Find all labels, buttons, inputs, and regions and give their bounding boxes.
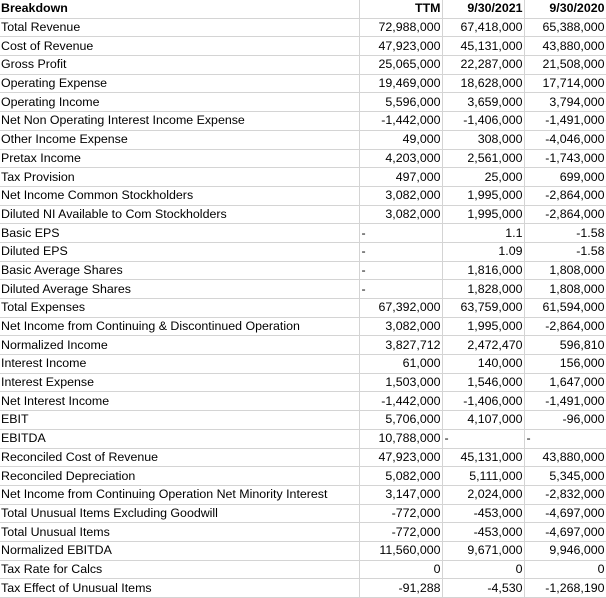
value-cell[interactable]: 67,418,000 xyxy=(442,18,524,37)
value-cell[interactable]: 49,000 xyxy=(359,130,442,149)
row-label-cell[interactable]: EBITDA xyxy=(0,429,359,448)
value-cell[interactable]: 65,388,000 xyxy=(524,18,606,37)
row-label-cell[interactable]: Pretax Income xyxy=(0,149,359,168)
table-row xyxy=(0,429,606,448)
row-label-cell[interactable]: Operating Expense xyxy=(0,74,359,93)
table-row xyxy=(0,18,606,37)
header-cell-2021[interactable]: 9/30/2021 xyxy=(442,0,524,18)
table-row xyxy=(0,37,606,56)
value-cell[interactable]: 308,000 xyxy=(442,130,524,149)
value-cell[interactable]: 11,560,000 xyxy=(359,541,442,560)
value-cell[interactable]: 9,671,000 xyxy=(442,541,524,560)
table-row xyxy=(0,224,606,243)
value-cell[interactable]: -4,046,000 xyxy=(524,130,606,149)
value-cell[interactable]: 45,131,000 xyxy=(442,37,524,56)
row-label-cell[interactable]: Total Unusual Items Excluding Goodwill xyxy=(0,504,359,523)
table-row xyxy=(0,74,606,93)
value-cell[interactable]: 47,923,000 xyxy=(359,448,442,467)
table-row xyxy=(0,504,606,523)
value-cell[interactable]: 1,503,000 xyxy=(359,373,442,392)
value-cell[interactable]: 3,147,000 xyxy=(359,485,442,504)
table-row xyxy=(0,373,606,392)
value-cell[interactable]: 1,995,000 xyxy=(442,205,524,224)
table-row xyxy=(0,560,606,579)
table-row xyxy=(0,130,606,149)
value-cell[interactable]: -4,697,000 xyxy=(524,504,606,523)
row-label-cell[interactable]: Net Income Common Stockholders xyxy=(0,186,359,205)
value-cell[interactable]: 19,469,000 xyxy=(359,74,442,93)
value-cell[interactable]: 596,810 xyxy=(524,336,606,355)
table-row xyxy=(0,242,606,261)
row-label-cell[interactable]: Interest Expense xyxy=(0,373,359,392)
value-cell[interactable]: 45,131,000 xyxy=(442,448,524,467)
value-cell[interactable]: 18,628,000 xyxy=(442,74,524,93)
value-cell[interactable]: 3,794,000 xyxy=(524,93,606,112)
value-cell[interactable]: -4,697,000 xyxy=(524,523,606,542)
value-cell[interactable]: 699,000 xyxy=(524,168,606,187)
value-cell[interactable]: 25,065,000 xyxy=(359,56,442,75)
value-cell[interactable]: -2,864,000 xyxy=(524,186,606,205)
value-cell[interactable]: 497,000 xyxy=(359,168,442,187)
row-label-cell[interactable]: Other Income Expense xyxy=(0,130,359,149)
row-label-cell[interactable]: Total Revenue xyxy=(0,18,359,37)
table-row xyxy=(0,411,606,430)
value-cell[interactable]: -1,491,000 xyxy=(524,112,606,131)
value-cell[interactable]: -1.58 xyxy=(524,242,606,261)
value-cell[interactable]: 22,287,000 xyxy=(442,56,524,75)
value-cell[interactable]: 1.1 xyxy=(442,224,524,243)
table-row xyxy=(0,112,606,131)
row-label-cell[interactable]: Tax Rate for Calcs xyxy=(0,560,359,579)
value-cell[interactable]: -772,000 xyxy=(359,523,442,542)
table-row xyxy=(0,56,606,75)
value-cell[interactable]: 1.09 xyxy=(442,242,524,261)
table-row xyxy=(0,541,606,560)
table-row xyxy=(0,317,606,336)
value-cell[interactable]: 5,596,000 xyxy=(359,93,442,112)
value-cell[interactable]: 1,808,000 xyxy=(524,261,606,280)
row-label-cell[interactable]: Tax Provision xyxy=(0,168,359,187)
value-cell[interactable]: 4,203,000 xyxy=(359,149,442,168)
table-row xyxy=(0,205,606,224)
row-label-cell[interactable]: Interest Income xyxy=(0,355,359,374)
row-label-cell[interactable]: Net Income from Continuing & Discontinued Operation xyxy=(0,317,359,336)
value-cell[interactable]: 5,345,000 xyxy=(524,467,606,486)
value-cell[interactable]: 140,000 xyxy=(442,355,524,374)
table-row xyxy=(0,168,606,187)
row-label-cell[interactable]: Normalized EBITDA xyxy=(0,541,359,560)
value-cell[interactable]: -1,442,000 xyxy=(359,112,442,131)
table-row xyxy=(0,485,606,504)
value-cell[interactable]: 1,995,000 xyxy=(442,186,524,205)
header-cell-ttm[interactable]: TTM xyxy=(359,0,442,18)
value-cell[interactable]: 0 xyxy=(524,560,606,579)
value-cell[interactable]: 3,082,000 xyxy=(359,186,442,205)
value-cell[interactable]: 72,988,000 xyxy=(359,18,442,37)
value-cell[interactable]: - xyxy=(359,242,442,261)
value-cell[interactable]: -91,288 xyxy=(359,579,442,598)
table-row xyxy=(0,448,606,467)
value-cell[interactable]: 17,714,000 xyxy=(524,74,606,93)
value-cell[interactable]: 25,000 xyxy=(442,168,524,187)
row-label-cell[interactable]: Basic EPS xyxy=(0,224,359,243)
value-cell[interactable]: 5,111,000 xyxy=(442,467,524,486)
value-cell[interactable]: 61,000 xyxy=(359,355,442,374)
value-cell[interactable]: 5,082,000 xyxy=(359,467,442,486)
value-cell[interactable]: -1,491,000 xyxy=(524,392,606,411)
row-label-cell[interactable]: Diluted EPS xyxy=(0,242,359,261)
table-row xyxy=(0,355,606,374)
value-cell[interactable]: -2,864,000 xyxy=(524,205,606,224)
value-cell[interactable]: 5,706,000 xyxy=(359,411,442,430)
value-cell[interactable]: 43,880,000 xyxy=(524,448,606,467)
value-cell[interactable]: -453,000 xyxy=(442,523,524,542)
row-label-cell[interactable]: Net Income from Continuing Operation Net Minority Interest xyxy=(0,485,359,504)
header-row xyxy=(0,0,606,18)
value-cell[interactable]: 4,107,000 xyxy=(442,411,524,430)
value-cell[interactable]: - xyxy=(442,429,524,448)
value-cell[interactable]: 3,827,712 xyxy=(359,336,442,355)
value-cell[interactable]: 3,659,000 xyxy=(442,93,524,112)
value-cell[interactable]: 2,024,000 xyxy=(442,485,524,504)
row-label-cell[interactable]: Cost of Revenue xyxy=(0,37,359,56)
value-cell[interactable]: -1,268,190 xyxy=(524,579,606,598)
value-cell[interactable]: -772,000 xyxy=(359,504,442,523)
value-cell[interactable]: 47,923,000 xyxy=(359,37,442,56)
value-cell[interactable]: 156,000 xyxy=(524,355,606,374)
value-cell[interactable]: -1,406,000 xyxy=(442,112,524,131)
value-cell[interactable]: - xyxy=(524,429,606,448)
table-row xyxy=(0,392,606,411)
table-row xyxy=(0,299,606,318)
value-cell[interactable]: -1,406,000 xyxy=(442,392,524,411)
row-label-cell[interactable]: Operating Income xyxy=(0,93,359,112)
value-cell[interactable]: 1,647,000 xyxy=(524,373,606,392)
value-cell[interactable]: -96,000 xyxy=(524,411,606,430)
value-cell[interactable]: 1,546,000 xyxy=(442,373,524,392)
value-cell[interactable]: 67,392,000 xyxy=(359,299,442,318)
value-cell[interactable]: - xyxy=(359,224,442,243)
value-cell[interactable]: 0 xyxy=(359,560,442,579)
value-cell[interactable]: -1,743,000 xyxy=(524,149,606,168)
value-cell[interactable]: - xyxy=(359,280,442,299)
table-row xyxy=(0,149,606,168)
row-label-cell[interactable]: Net Interest Income xyxy=(0,392,359,411)
row-label-cell[interactable]: Total Expenses xyxy=(0,299,359,318)
table-row xyxy=(0,467,606,486)
table-row xyxy=(0,579,606,598)
value-cell[interactable]: 0 xyxy=(442,560,524,579)
table-row xyxy=(0,523,606,542)
header-cell-2020[interactable]: 9/30/2020 xyxy=(524,0,606,18)
row-label-cell[interactable]: Tax Effect of Unusual Items xyxy=(0,579,359,598)
row-label-cell[interactable]: Basic Average Shares xyxy=(0,261,359,280)
table-row xyxy=(0,336,606,355)
value-cell[interactable]: 1,816,000 xyxy=(442,261,524,280)
value-cell[interactable]: - xyxy=(359,261,442,280)
value-cell[interactable]: -1.58 xyxy=(524,224,606,243)
row-label-cell[interactable]: Diluted NI Available to Com Stockholders xyxy=(0,205,359,224)
value-cell[interactable]: -4,530 xyxy=(442,579,524,598)
value-cell[interactable]: 3,082,000 xyxy=(359,317,442,336)
row-label-cell[interactable]: EBIT xyxy=(0,411,359,430)
value-cell[interactable]: -1,442,000 xyxy=(359,392,442,411)
value-cell[interactable]: 1,828,000 xyxy=(442,280,524,299)
value-cell[interactable]: -2,832,000 xyxy=(524,485,606,504)
value-cell[interactable]: 10,788,000 xyxy=(359,429,442,448)
value-cell[interactable]: 21,508,000 xyxy=(524,56,606,75)
row-label-cell[interactable]: Reconciled Cost of Revenue xyxy=(0,448,359,467)
table-row xyxy=(0,261,606,280)
value-cell[interactable]: 3,082,000 xyxy=(359,205,442,224)
row-label-cell[interactable]: Reconciled Depreciation xyxy=(0,467,359,486)
value-cell[interactable]: 9,946,000 xyxy=(524,541,606,560)
value-cell[interactable]: -2,864,000 xyxy=(524,317,606,336)
row-label-cell[interactable]: Gross Profit xyxy=(0,56,359,75)
table-row xyxy=(0,280,606,299)
value-cell[interactable]: 1,995,000 xyxy=(442,317,524,336)
value-cell[interactable]: 1,808,000 xyxy=(524,280,606,299)
table-row xyxy=(0,93,606,112)
row-label-cell[interactable]: Diluted Average Shares xyxy=(0,280,359,299)
row-label-cell[interactable]: Total Unusual Items xyxy=(0,523,359,542)
header-cell-breakdown[interactable]: Breakdown xyxy=(0,0,359,18)
row-label-cell[interactable]: Normalized Income xyxy=(0,336,359,355)
value-cell[interactable]: 61,594,000 xyxy=(524,299,606,318)
value-cell[interactable]: 2,472,470 xyxy=(442,336,524,355)
value-cell[interactable]: -453,000 xyxy=(442,504,524,523)
row-label-cell[interactable]: Net Non Operating Interest Income Expense xyxy=(0,112,359,131)
table-row xyxy=(0,186,606,205)
value-cell[interactable]: 2,561,000 xyxy=(442,149,524,168)
value-cell[interactable]: 63,759,000 xyxy=(442,299,524,318)
value-cell[interactable]: 43,880,000 xyxy=(524,37,606,56)
